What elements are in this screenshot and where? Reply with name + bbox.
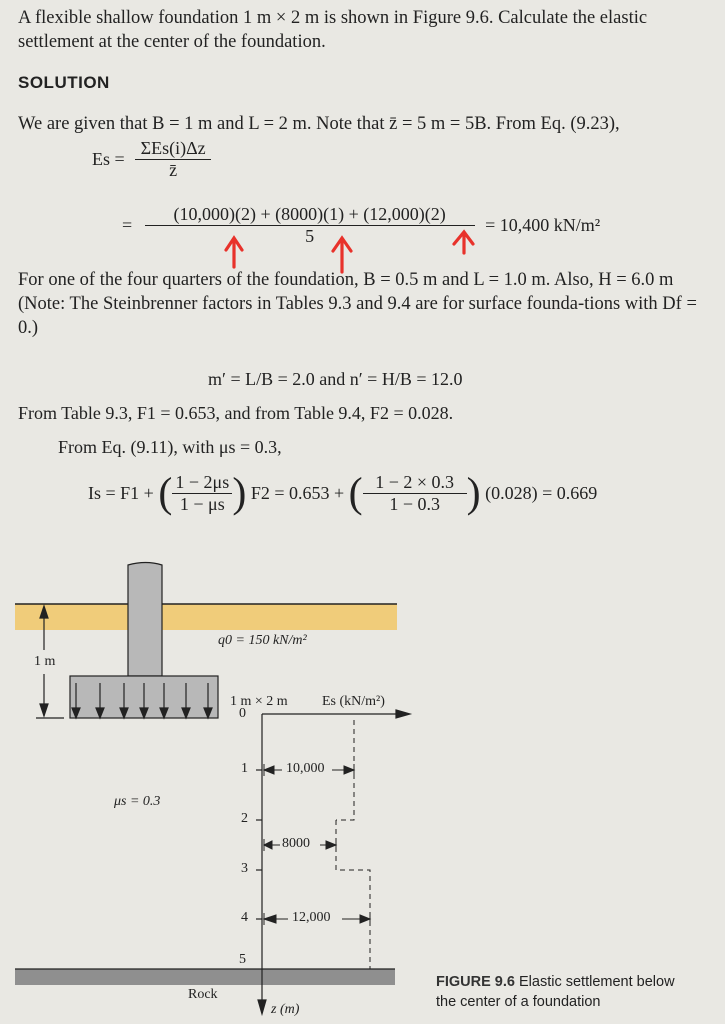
figure-9-6	[0, 548, 725, 1024]
solution-heading: SOLUTION	[18, 73, 110, 92]
m-n-ratios: m′ = L/B = 2.0 and n′ = H/B = 12.0	[208, 369, 463, 389]
is-mid: F2 = 0.653 +	[250, 483, 345, 503]
eq-911-text: From Eq. (9.11), with μs = 0.3,	[58, 437, 282, 457]
soil-layer	[15, 604, 397, 630]
es-calc-result: = 10,400 kN/m²	[485, 215, 601, 235]
red-arrow-2	[333, 238, 351, 272]
es-numerator: ΣEs(i)Δz	[135, 138, 211, 160]
q0-label: q0 = 150 kN/m²	[218, 633, 307, 648]
is-frac1-num: 1 − 2μs	[172, 472, 232, 494]
layer-es-3: 12,000	[292, 910, 331, 925]
es-profile-dashed	[336, 720, 370, 969]
table-values: From Table 9.3, F1 = 0.653, and from Table 9.4, F2 = 0.028.	[18, 403, 454, 423]
red-arrow-1	[226, 238, 242, 267]
z-axis-label: z (m)	[271, 1002, 300, 1017]
caption-text: Elastic settlement below the center of a foundation	[436, 974, 675, 1010]
is-tail: (0.028) = 0.669	[485, 483, 598, 503]
es-calc-equals: =	[122, 215, 133, 235]
es-calc-denominator: 5	[305, 226, 315, 246]
es-lhs: Es =	[92, 149, 125, 169]
is-frac2-den: 1 − 0.3	[389, 494, 440, 514]
is-frac1-den: 1 − μs	[179, 494, 225, 514]
rock-label: Rock	[188, 987, 218, 1002]
given-text: We are given that B = 1 m and L = 2 m. Note that z̄ = 5 m = 5B. From Eq. (9.23),	[18, 114, 620, 134]
depth-tick-2: 2	[241, 811, 248, 826]
figure-caption	[436, 972, 686, 1012]
mu-label: μs = 0.3	[114, 794, 161, 809]
es-axis-label: Es (kN/m²)	[322, 694, 385, 709]
layer-es-2: 8000	[282, 836, 310, 851]
problem-statement: A flexible shallow foundation 1 m × 2 m is shown in Figure 9.6. Calculate the elastic settlement at the center of the foundation.	[18, 8, 648, 52]
depth-label: 1 m	[34, 654, 56, 669]
es-calc-numerator: (10,000)(2) + (8000)(1) + (12,000)(2)	[145, 204, 475, 226]
quarter-text: For one of the four quarters of the foundation, B = 0.5 m and L = 1.0 m. Also, H = 6.0 m (Note: The Steinbrenner factors in Tables 9.3 and 9.4 are for surface founda-tions with Df = 0.)	[18, 270, 697, 338]
is-frac2-num: 1 − 2 × 0.3	[363, 472, 467, 494]
left-paren-icon: (	[348, 470, 363, 517]
is-equation	[88, 472, 597, 515]
depth-tick-1: 1	[241, 761, 248, 776]
is-lhs: Is = F1 +	[88, 483, 154, 503]
right-paren-icon: )	[466, 470, 481, 517]
column	[128, 563, 162, 677]
depth-tick-4: 4	[241, 910, 248, 925]
es-denominator: z̄	[169, 160, 178, 180]
layer-es-1: 10,000	[286, 761, 325, 776]
left-paren-icon: (	[158, 470, 173, 517]
size-label: 1 m × 2 m	[230, 694, 288, 709]
red-arrow-3	[454, 232, 473, 253]
depth-tick-3: 3	[241, 861, 248, 876]
layer-arrows	[264, 764, 370, 925]
rock-layer	[15, 969, 395, 985]
depth-tick-5: 5	[239, 952, 246, 967]
caption-label: FIGURE 9.6	[436, 974, 515, 990]
right-paren-icon: )	[232, 470, 247, 517]
depth-tick-0: 0	[239, 706, 246, 721]
